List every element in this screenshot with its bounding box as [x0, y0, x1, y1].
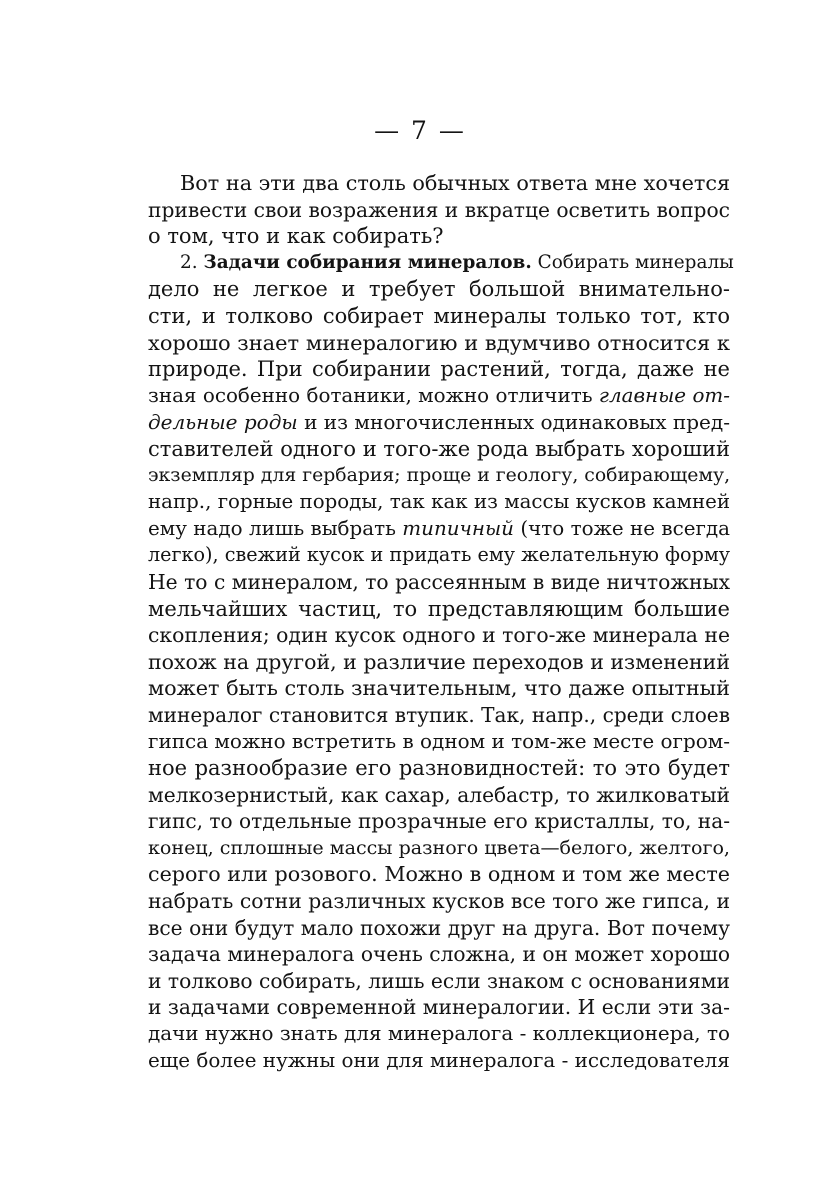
text-line: природе. При собирании растений, тогда, даже не	[148, 357, 730, 382]
text-italic-run: типичный	[402, 516, 514, 540]
text-line: все они будут мало похожи друг на друга. Вот почему	[148, 915, 730, 940]
text-line: и задачами современной минералогии. И если эти за-	[148, 995, 730, 1020]
text-line: может быть столь значительным, что даже опытный	[148, 676, 730, 701]
text-line: ное разнообразие его разновидностей: то это будет	[148, 756, 730, 781]
text-italic-run: дельные роды	[148, 410, 298, 435]
text-italic-run: главные от-	[598, 383, 730, 407]
page-number: — 7 —	[374, 116, 466, 145]
text-line: минералог становится втупик. Так, напр., среди слоев	[148, 702, 730, 727]
text-line: ставителей одного и того-же рода выбрать хороший	[148, 436, 731, 461]
text-line: задача минералога очень сложна, и он может хорошо	[148, 942, 730, 967]
text-line: гипса можно встретить в одном и том-же месте огром-	[148, 729, 730, 754]
text-line: дачи нужно знать для минералога - коллекционера, то	[148, 1022, 730, 1045]
text-line: экземпляр для гербария; проще и геологу, собирающему,	[148, 464, 731, 486]
body-text	[148, 170, 734, 1074]
text-run: и из многочисленных одинаковых пред-	[297, 410, 730, 435]
text-line: еще более нужны они для минералога - исследователя	[148, 1048, 730, 1072]
text-line: серого или розового. Можно в одном и том же месте	[148, 862, 730, 887]
text-line: о том, что и как собирать?	[148, 224, 444, 249]
text-line: привести свои возражения и вкратце осветить вопрос	[148, 197, 730, 222]
text-line: Вот на эти два столь обычных ответа мне хочется	[180, 171, 731, 195]
text-line: мельчайших частиц, то представляющим большие	[148, 596, 730, 621]
text-line: гипс, то отдельные прозрачные его кристаллы, то, на-	[148, 809, 730, 834]
text-bold-run: Задачи собирания минералов.	[203, 251, 532, 273]
text-run: ему надо лишь выбрать	[148, 516, 403, 540]
text-line: напр., горные породы, так как из массы кусков камней	[148, 490, 730, 514]
text-run: Собирать минералы	[531, 251, 734, 273]
text-run: зная особенно ботаники, можно отличить	[148, 383, 599, 407]
text-line: легко), свежий кусок и придать ему желательную форму	[148, 543, 730, 567]
text-line	[148, 409, 730, 436]
text-line	[148, 516, 730, 543]
text-line: хорошо знает минералогию и вдумчиво относится к	[148, 330, 730, 355]
text-line: мелкозернистый, как сахар, алебастр, то жилковатый	[148, 782, 730, 807]
text-line: скопления; один кусок одного и того-же минерала не	[148, 623, 730, 648]
text-line: Не то с минералом, то рассеянным в виде ничтожных	[148, 569, 730, 594]
text-line: сти, и толково собирает минералы только тот, кто	[148, 303, 730, 328]
text-line: конец, сплошные массы разного цвета—белого, желтого,	[148, 836, 730, 859]
text-line	[148, 383, 730, 410]
text-line: дело не легкое и требует большой внимательно-	[148, 277, 730, 302]
text-line: и толково собирать, лишь если знаком с основаниями	[148, 968, 730, 993]
text-line	[148, 250, 734, 277]
text-run: 2.	[180, 251, 204, 273]
text-line: набрать сотни различных кусков все того же гипса, и	[148, 889, 730, 914]
text-run: (что тоже не всегда	[514, 516, 730, 540]
text-line: похож на другой, и различие переходов и изменений	[148, 649, 730, 674]
